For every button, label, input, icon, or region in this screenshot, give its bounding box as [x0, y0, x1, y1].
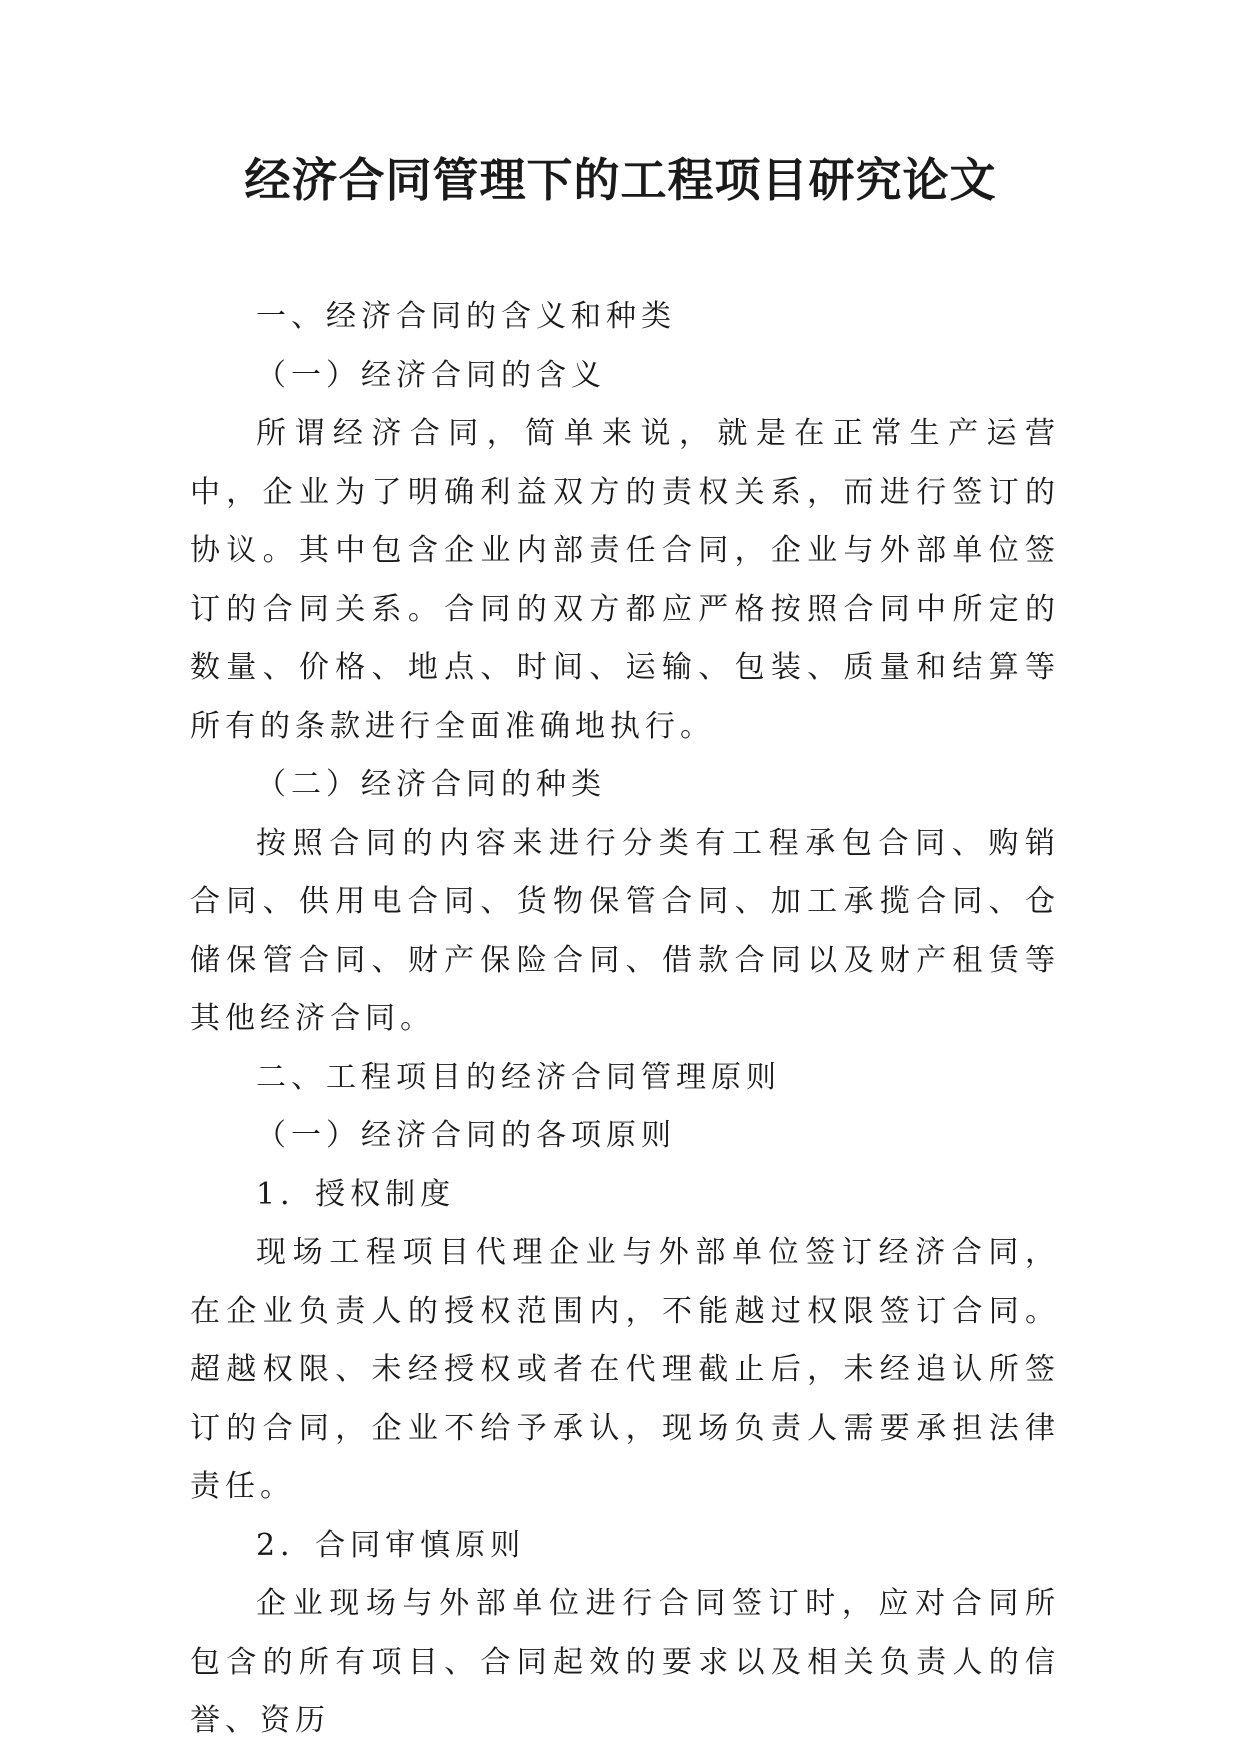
subsection-heading-2-1: （一）经济合同的各项原则: [256, 1118, 676, 1153]
paragraph-definition: 所谓经济合同，简单来说，就是在正常生产运营中，企业为了明确利益双方的责权关系，而进行签订的协议。其中包含企业内部责任合同，企业与外部单位签订的合同关系。合同的双方都应严格按照合同中所定的数量、价格、地点、时间、运输、包装、质量和结算等所有的条款进行全面准确地执行。: [190, 416, 1060, 744]
paragraph-types: 按照合同的内容来进行分类有工程承包合同、购销合同、供用电合同、货物保管合同、加工承揽合同、仓储保管合同、财产保险合同、借款合同以及财产租赁等其他经济合同。: [190, 825, 1060, 1036]
section-heading-1: 一、经济合同的含义和种类: [256, 299, 676, 334]
item-heading-2: 2．合同审慎原则: [256, 1527, 526, 1563]
item-heading-1: 1．授权制度: [256, 1176, 456, 1212]
paragraph-prudence: 企业现场与外部单位进行合同签订时，应对合同所包含的所有项目、合同起效的要求以及相关负责人的信誉、资历: [190, 1586, 1060, 1738]
section-heading-2: 二、工程项目的经济合同管理原则: [256, 1059, 781, 1095]
paragraph-authorization: 现场工程项目代理企业与外部单位签订经济合同，在企业负责人的授权范围内，不能越过权限签订合同。超越权限、未经授权或者在代理截止后，未经追认所签订的合同，企业不给予承认，现场负责人需要承担法律责任。: [190, 1235, 1060, 1504]
subsection-heading-1-2: （二）经济合同的种类: [256, 767, 606, 802]
subsection-heading-1-1: （一）经济合同的含义: [256, 357, 606, 393]
document-body: [190, 288, 1060, 1751]
document-title: 经济合同管理下的工程项目研究论文: [244, 153, 997, 207]
